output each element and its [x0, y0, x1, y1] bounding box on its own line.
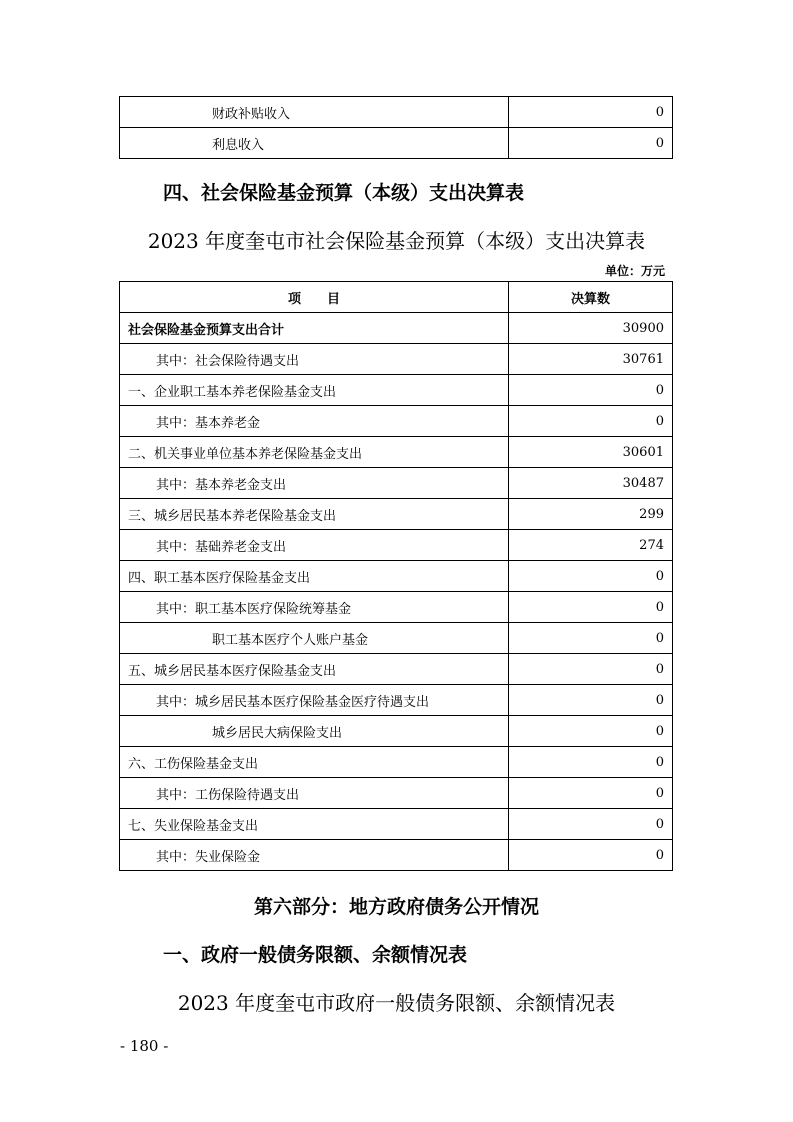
table-row [120, 592, 673, 623]
table-title: 2023 年度奎屯市政府一般债务限额、余额情况表 [177, 991, 616, 1015]
table-row [120, 840, 673, 871]
income-table [119, 96, 673, 159]
table-row [120, 561, 673, 592]
row-value: 30487 [509, 468, 673, 499]
row-label: 利息收入 [120, 128, 509, 159]
table-row [120, 499, 673, 530]
row-label: 二、机关事业单位基本养老保险基金支出 [120, 437, 509, 468]
table-row [120, 128, 673, 159]
row-value: 0 [509, 654, 673, 685]
table-row [120, 468, 673, 499]
table-row [120, 437, 673, 468]
row-value: 0 [509, 685, 673, 716]
row-label: 其中：失业保险金 [120, 840, 509, 871]
table-row [120, 530, 673, 561]
row-label: 其中：社会保险待遇支出 [120, 344, 509, 375]
row-value: 30900 [509, 313, 673, 344]
row-label: 七、失业保险基金支出 [120, 809, 509, 840]
page-number: - 180 - [120, 1037, 169, 1055]
section-heading: 一、政府一般债务限额、余额情况表 [163, 944, 468, 966]
table-row [120, 685, 673, 716]
table-row [120, 406, 673, 437]
row-value: 0 [509, 128, 673, 159]
row-value: 0 [509, 97, 673, 128]
unit-label: 单位：万元 [604, 264, 665, 278]
row-label: 一、企业职工基本养老保险基金支出 [120, 375, 509, 406]
table-row [120, 344, 673, 375]
table-row [120, 623, 673, 654]
row-label: 财政补贴收入 [120, 97, 509, 128]
row-value: 0 [509, 375, 673, 406]
row-value: 0 [509, 716, 673, 747]
row-label: 其中：基本养老金支出 [120, 468, 509, 499]
section-heading: 四、社会保险基金预算（本级）支出决算表 [163, 182, 525, 204]
row-value: 274 [509, 530, 673, 561]
table-header-row [120, 282, 673, 313]
table-row [120, 375, 673, 406]
table-row [120, 97, 673, 128]
row-value: 0 [509, 623, 673, 654]
row-label: 其中：基本养老金 [120, 406, 509, 437]
row-value: 0 [509, 406, 673, 437]
table-row [120, 809, 673, 840]
row-value: 0 [509, 778, 673, 809]
row-label: 城乡居民大病保险支出 [120, 716, 509, 747]
row-label: 其中：职工基本医疗保险统筹基金 [120, 592, 509, 623]
row-value: 0 [509, 561, 673, 592]
row-label: 六、工伤保险基金支出 [120, 747, 509, 778]
expenditure-table [119, 281, 673, 871]
column-header-item: 项 目 [120, 282, 509, 313]
row-label: 社会保险基金预算支出合计 [120, 313, 509, 344]
row-value: 0 [509, 809, 673, 840]
row-label: 其中：工伤保险待遇支出 [120, 778, 509, 809]
row-label: 三、城乡居民基本养老保险基金支出 [120, 499, 509, 530]
table-row [120, 778, 673, 809]
row-label: 其中：基础养老金支出 [120, 530, 509, 561]
table-row [120, 747, 673, 778]
row-value: 0 [509, 592, 673, 623]
part-heading: 第六部分：地方政府债务公开情况 [253, 896, 539, 918]
row-value: 0 [509, 747, 673, 778]
table-row [120, 716, 673, 747]
row-value: 0 [509, 840, 673, 871]
row-value: 30601 [509, 437, 673, 468]
row-label: 五、城乡居民基本医疗保险基金支出 [120, 654, 509, 685]
table-row [120, 654, 673, 685]
row-value: 299 [509, 499, 673, 530]
table-title: 2023 年度奎屯市社会保险基金预算（本级）支出决算表 [147, 229, 646, 253]
row-label: 其中：城乡居民基本医疗保险基金医疗待遇支出 [120, 685, 509, 716]
column-header-amount: 决算数 [509, 282, 673, 313]
row-label: 四、职工基本医疗保险基金支出 [120, 561, 509, 592]
table-row [120, 313, 673, 344]
row-label: 职工基本医疗个人账户基金 [120, 623, 509, 654]
row-value: 30761 [509, 344, 673, 375]
